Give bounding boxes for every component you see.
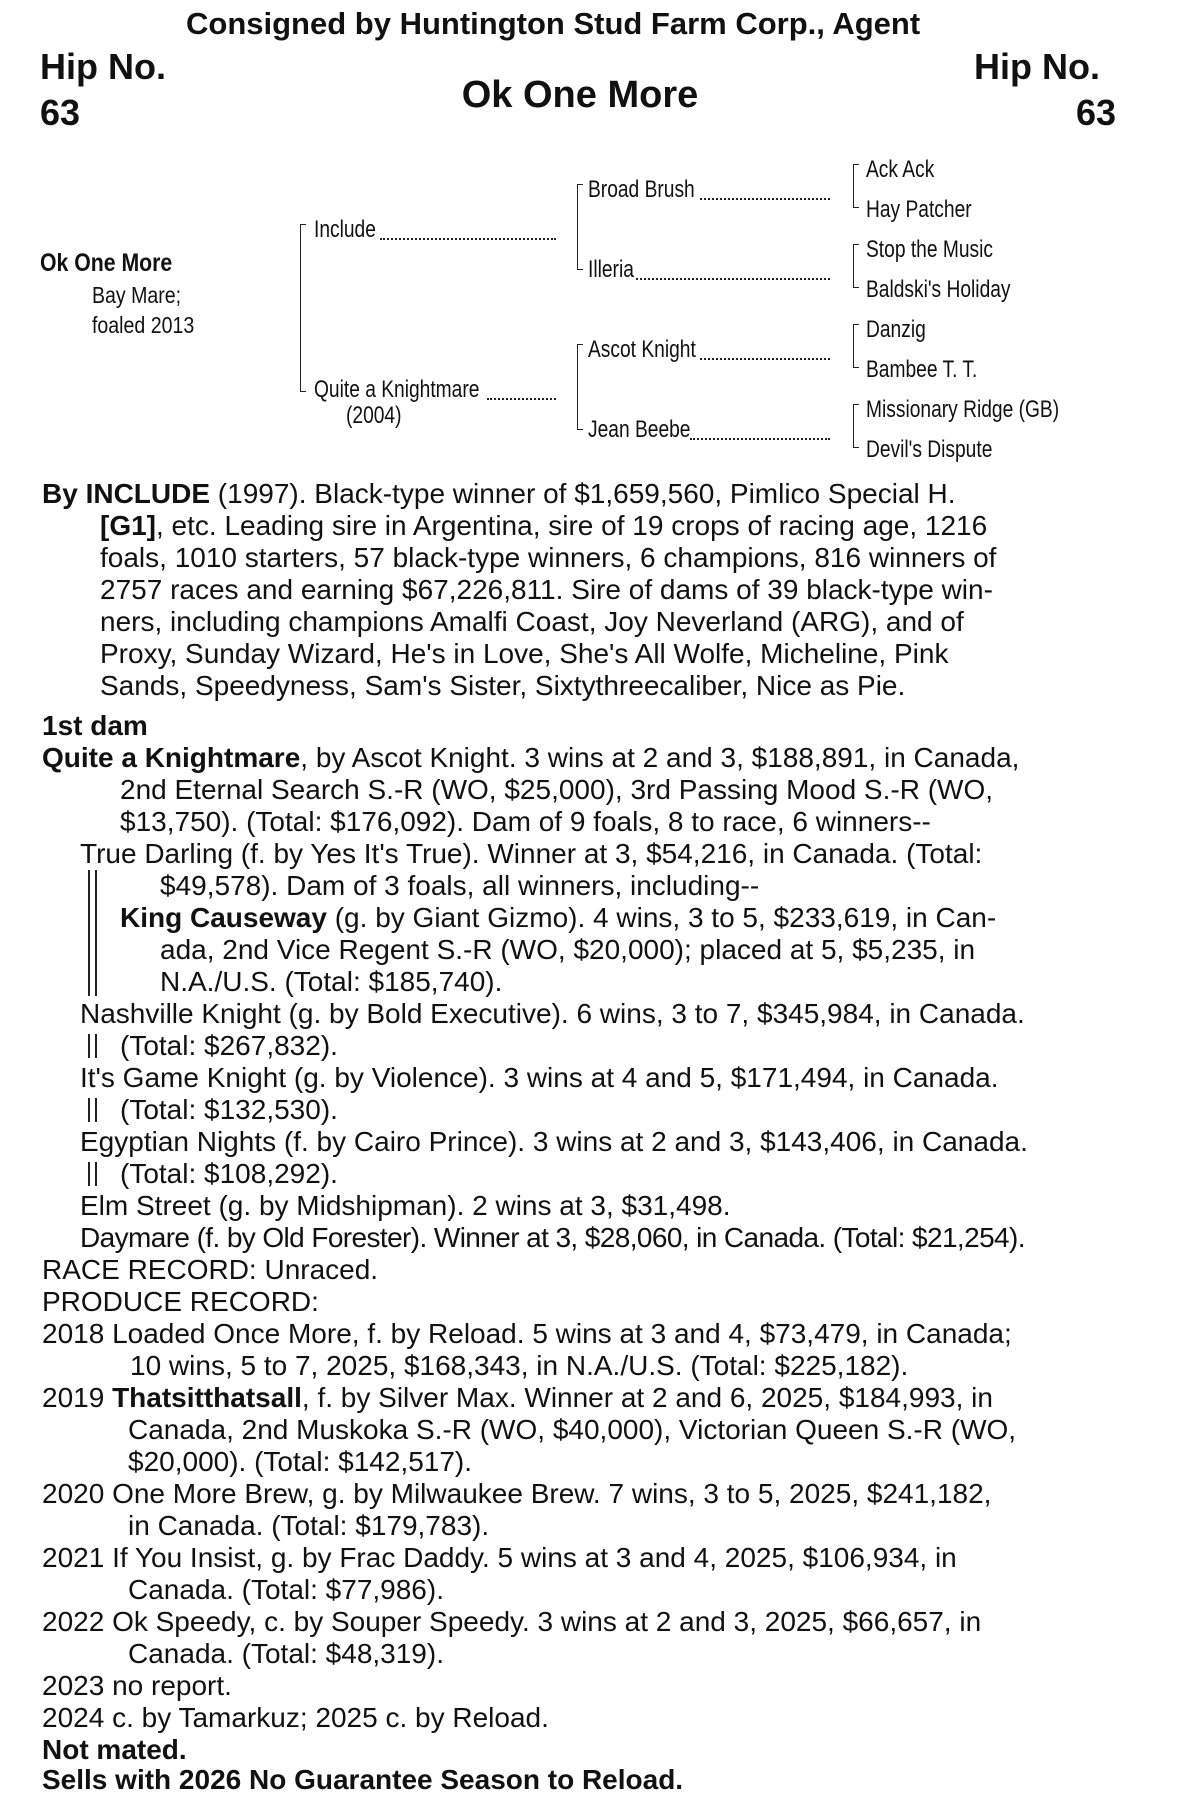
pedigree-tick (577, 184, 583, 185)
pedigree-dam: Quite a Knightmare (314, 376, 480, 403)
foal-line: It's Game Knight (g. by Violence). 3 wins at 4 and 5, $171,494, in Canada. (80, 1062, 999, 1093)
pedigree-sire-sire: Broad Brush (588, 176, 695, 203)
grade-one-badge: [G1] (100, 510, 156, 541)
pedigree-tick (853, 244, 859, 245)
first-dam-line: $13,750). (Total: $176,092). Dam of 9 foals, 8 to race, 6 winners-- (120, 806, 931, 837)
pedigree-tick (853, 207, 859, 208)
foal-line: N.A./U.S. (Total: $185,740). (160, 966, 503, 997)
hip-label-left: Hip No. (40, 46, 166, 87)
generation-bars (88, 1098, 98, 1122)
sire-para-line: Proxy, Sunday Wizard, He's in Love, She's All Wolfe, Micheline, Pink (100, 638, 949, 669)
generation-bars (88, 1162, 98, 1186)
pedigree-tick (853, 367, 859, 368)
produce-line: 2023 no report. (42, 1670, 232, 1701)
subject-foaled: foaled 2013 (92, 312, 195, 338)
first-dam-name: Quite a Knightmare (42, 742, 301, 773)
sire-para-line (100, 510, 987, 542)
horse-title: Ok One More (461, 74, 699, 116)
pedigree-dam-dam: Jean Beebe (588, 416, 691, 443)
foal-line: (Total: $267,832). (120, 1030, 338, 1061)
pedigree-tick (853, 447, 859, 448)
sire-para-line: foals, 1010 starters, 57 black-type winners, 6 champions, 816 winners of (100, 542, 997, 573)
sire-para-line: 2757 races and earning $67,226,811. Sire of dams of 39 black-type win- (100, 574, 993, 605)
pedigree-bracket-dam (577, 344, 578, 430)
dotted-leader (380, 238, 556, 240)
pedigree-ancestor: Missionary Ridge (GB) (866, 396, 1060, 423)
pedigree-bracket-gen3 (853, 164, 854, 208)
consignor-line: Consigned by Huntington Stud Farm Corp., Agent (186, 6, 921, 41)
pedigree-tick (853, 324, 859, 325)
pedigree-tick (853, 404, 859, 405)
pedigree-tick (853, 287, 859, 288)
pedigree-tick (300, 391, 306, 392)
generation-bars (88, 1034, 98, 1058)
sire-para-by: By (42, 478, 78, 509)
produce-line (42, 1382, 993, 1414)
first-dam-line: 2nd Eternal Search S.-R (WO, $25,000), 3rd Passing Mood S.-R (WO, (120, 774, 994, 805)
sire-para-line: ners, including champions Amalfi Coast, Joy Neverland (ARG), and of (100, 606, 964, 637)
first-dam-line (42, 742, 1019, 774)
sire-para-sire: INCLUDE (85, 478, 211, 509)
pedigree-sire: Include (314, 216, 376, 243)
hip-number-right: 63 (1076, 92, 1117, 133)
sire-para-line (42, 478, 956, 510)
dotted-leader (690, 438, 830, 440)
foal-line: Daymare (f. by Old Forester). Winner at 3, $28,060, in Canada. (Total: $21,254). (80, 1222, 1025, 1253)
sire-para-text: (1997). Black-type winner of $1,659,560, Pimlico Special H. (210, 478, 956, 509)
produce-line: 10 wins, 5 to 7, 2025, $168,343, in N.A./U.S. (Total: $225,182). (130, 1350, 909, 1381)
pedigree-dam-sire: Ascot Knight (588, 336, 696, 363)
foal-line (120, 902, 996, 934)
pedigree-sire-dam: Illeria (588, 256, 634, 283)
hip-number-left: 63 (40, 92, 81, 133)
pedigree-bracket-gen3 (853, 324, 854, 368)
subject-name: Ok One More (40, 249, 173, 277)
first-dam-text: , by Ascot Knight. 3 wins at 2 and 3, $188,891, in Canada, (300, 742, 1020, 773)
pedigree-ancestor: Stop the Music (866, 236, 993, 263)
produce-year: 2019 (42, 1382, 113, 1413)
pedigree-tick (853, 164, 859, 165)
hip-label-right: Hip No. (974, 46, 1100, 87)
not-mated-note: Not mated. (42, 1734, 187, 1765)
foal-line: $49,578). Dam of 3 foals, all winners, including-- (160, 870, 760, 901)
pedigree-ancestor: Bambee T. T. (866, 356, 978, 383)
generation-bars (88, 870, 98, 996)
produce-line: 2024 c. by Tamarkuz; 2025 c. by Reload. (42, 1702, 549, 1733)
produce-line: $20,000). (Total: $142,517). (128, 1446, 473, 1477)
foal-line: (Total: $108,292). (120, 1158, 338, 1189)
pedigree-bracket-gen3 (853, 404, 854, 448)
pedigree-tick (577, 429, 583, 430)
pedigree-ancestor: Devil's Dispute (866, 436, 993, 463)
pedigree-tick (577, 344, 583, 345)
dotted-leader (700, 198, 830, 200)
pedigree-dam-year: (2004) (346, 402, 402, 429)
produce-text: , f. by Silver Max. Winner at 2 and 6, 2025, $184,993, in (301, 1382, 993, 1413)
foal-line: ada, 2nd Vice Regent S.-R (WO, $20,000); placed at 5, $5,235, in (160, 934, 976, 965)
foal-line: (Total: $132,530). (120, 1094, 338, 1125)
foal-line: Egyptian Nights (f. by Cairo Prince). 3 wins at 2 and 3, $143,406, in Canada. (80, 1126, 1028, 1157)
produce-line: Canada, 2nd Muskoka S.-R (WO, $40,000), Victorian Queen S.-R (WO, (128, 1414, 1017, 1445)
pedigree-tick (577, 269, 583, 270)
pedigree-ancestor: Ack Ack (866, 156, 935, 183)
pedigree-ancestor: Danzig (866, 316, 926, 343)
produce-line: Canada. (Total: $48,319). (128, 1638, 444, 1669)
black-type-name: King Causeway (120, 902, 327, 933)
black-type-name: Thatsitthatsall (112, 1382, 302, 1413)
pedigree-bracket-sire (577, 184, 578, 270)
produce-line: 2022 Ok Speedy, c. by Souper Speedy. 3 wins at 2 and 3, 2025, $66,657, in (42, 1606, 982, 1637)
dotted-leader (636, 278, 830, 280)
produce-line: in Canada. (Total: $179,783). (128, 1510, 490, 1541)
produce-line: 2018 Loaded Once More, f. by Reload. 5 wins at 3 and 4, $73,479, in Canada; (42, 1318, 1012, 1349)
produce-line: 2021 If You Insist, g. by Frac Daddy. 5 wins at 3 and 4, 2025, $106,934, in (42, 1542, 957, 1573)
first-dam-heading: 1st dam (42, 710, 148, 741)
produce-line: Canada. (Total: $77,986). (128, 1574, 444, 1605)
pedigree-tick (300, 224, 306, 225)
dotted-leader (700, 358, 830, 360)
produce-record-heading: PRODUCE RECORD: (42, 1286, 319, 1317)
sire-para-line: Sands, Speedyness, Sam's Sister, Sixtythreecaliber, Nice as Pie. (100, 670, 906, 701)
foal-line: Nashville Knight (g. by Bold Executive). 6 wins, 3 to 7, $345,984, in Canada. (80, 998, 1025, 1029)
produce-line: 2020 One More Brew, g. by Milwaukee Brew. 7 wins, 3 to 5, 2025, $241,182, (42, 1478, 992, 1509)
sells-with-note: Sells with 2026 No Guarantee Season to Reload. (42, 1764, 684, 1795)
pedigree-bracket-gen1 (300, 224, 301, 392)
pedigree-bracket-gen3 (853, 244, 854, 288)
sire-para-text: , etc. Leading sire in Argentina, sire of 19 crops of racing age, 1216 (156, 510, 988, 541)
dotted-leader (487, 398, 556, 400)
pedigree-ancestor: Hay Patcher (866, 196, 972, 223)
subject-color-sex: Bay Mare; (92, 282, 182, 308)
foal-text: (g. by Giant Gizmo). 4 wins, 3 to 5, $233,619, in Can- (326, 902, 997, 933)
foal-line: Elm Street (g. by Midshipman). 2 wins at 3, $31,498. (80, 1190, 731, 1221)
foal-line: True Darling (f. by Yes It's True). Winner at 3, $54,216, in Canada. (Total: (80, 838, 983, 869)
pedigree-ancestor: Baldski's Holiday (866, 276, 1011, 303)
race-record: RACE RECORD: Unraced. (42, 1254, 379, 1285)
